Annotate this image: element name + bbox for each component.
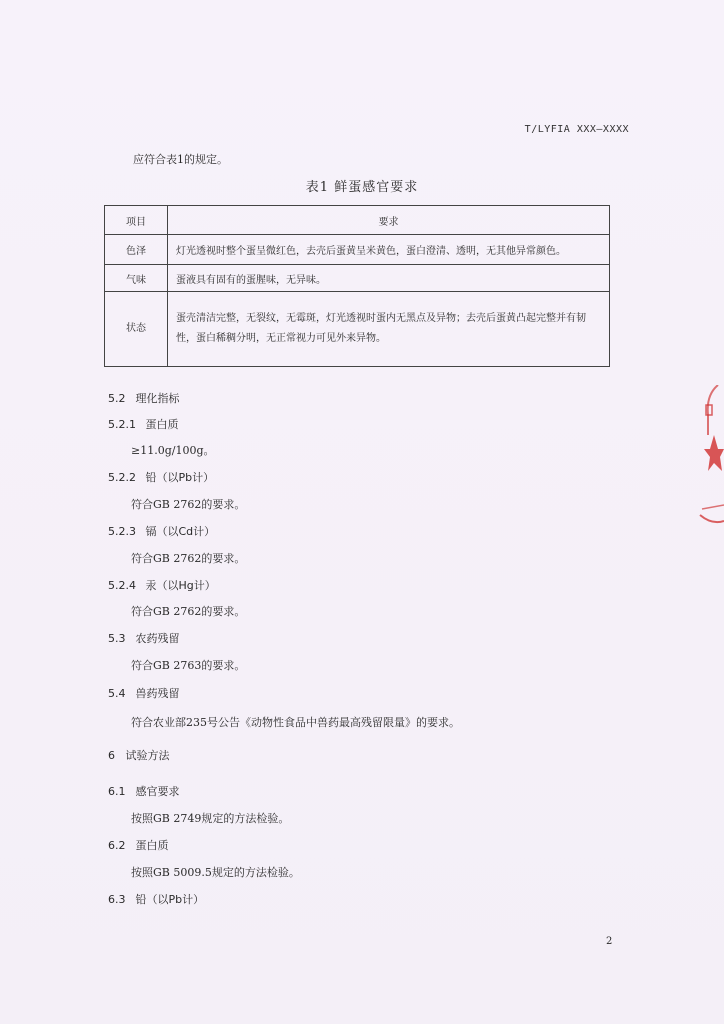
section-heading: 5.2.2 铅（以Pb计） bbox=[108, 471, 215, 484]
chapter-heading: 6 试验方法 bbox=[108, 749, 170, 762]
table-row bbox=[105, 292, 610, 367]
page-number: 2 bbox=[606, 936, 613, 947]
document-code: T/LYFIA XXX—XXXX bbox=[524, 124, 629, 135]
section-text: 按照GB 2749规定的方法检验。 bbox=[131, 812, 290, 825]
table-row bbox=[105, 265, 610, 292]
sensory-requirements-table bbox=[104, 205, 610, 367]
section-text: ≥11.0g/100g。 bbox=[131, 444, 215, 457]
header-item: 项目 bbox=[105, 206, 168, 235]
section-heading: 6.2 蛋白质 bbox=[108, 839, 169, 852]
row-requirement: 蛋壳清洁完整，无裂纹，无霉斑，灯光透视时蛋内无黑点及异物；去壳后蛋黄凸起完整并有韧性，蛋白稀稠分明，无正常视力可见外来异物。 bbox=[168, 292, 610, 367]
section-heading: 5.2.1 蛋白质 bbox=[108, 418, 179, 431]
section-heading: 5.3 农药残留 bbox=[108, 632, 180, 645]
row-item: 气味 bbox=[105, 265, 168, 292]
row-item: 状态 bbox=[105, 292, 168, 367]
section-heading: 5.4 兽药残留 bbox=[108, 687, 180, 700]
intro-text: 应符合表1的规定。 bbox=[133, 153, 228, 166]
table-row bbox=[105, 235, 610, 265]
section-heading: 6.1 感官要求 bbox=[108, 785, 180, 798]
section-text: 符合GB 2763的要求。 bbox=[131, 659, 246, 672]
header-requirement: 要求 bbox=[168, 206, 610, 235]
row-item: 色泽 bbox=[105, 235, 168, 265]
table-header-row bbox=[105, 206, 610, 235]
table-title: 表1 鲜蛋感官要求 bbox=[305, 180, 419, 195]
section-heading: 5.2.4 汞（以Hg计） bbox=[108, 579, 216, 592]
section-text: 按照GB 5009.5规定的方法检验。 bbox=[131, 866, 300, 879]
row-requirement: 灯光透视时整个蛋呈微红色，去壳后蛋黄呈米黄色，蛋白澄清、透明，无其他异常颜色。 bbox=[168, 235, 610, 265]
section-heading: 5.2 理化指标 bbox=[108, 392, 180, 405]
section-text: 符合GB 2762的要求。 bbox=[131, 498, 246, 511]
section-text: 符合GB 2762的要求。 bbox=[131, 605, 246, 618]
section-text: 符合GB 2762的要求。 bbox=[131, 552, 246, 565]
section-heading: 6.3 铅（以Pb计） bbox=[108, 893, 205, 906]
section-heading: 5.2.3 镉（以Cd计） bbox=[108, 525, 216, 538]
row-requirement: 蛋液具有固有的蛋腥味，无异味。 bbox=[168, 265, 610, 292]
section-text: 符合农业部235号公告《动物性食品中兽药最高残留限量》的要求。 bbox=[131, 716, 460, 729]
seal-stamp bbox=[698, 385, 724, 535]
